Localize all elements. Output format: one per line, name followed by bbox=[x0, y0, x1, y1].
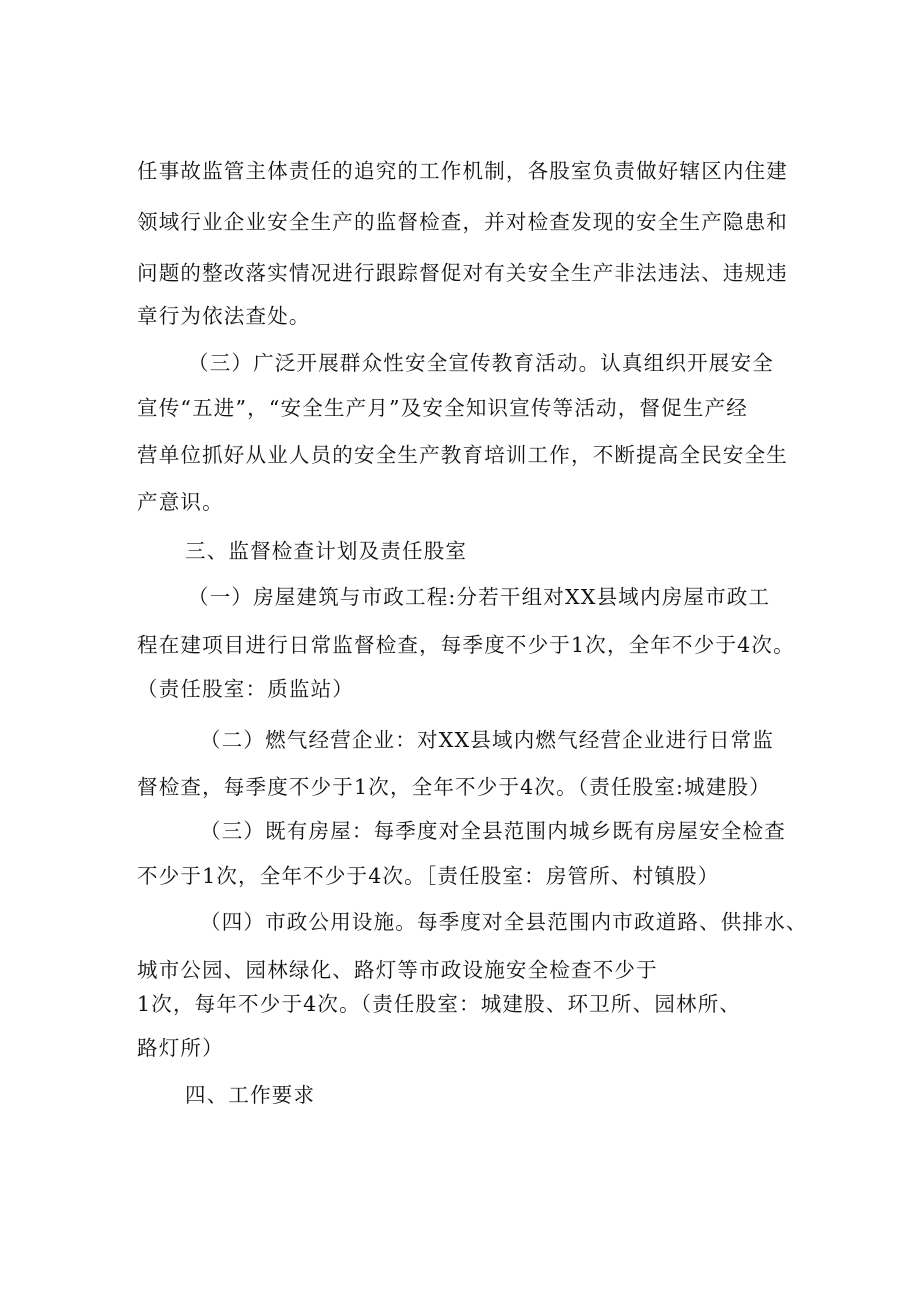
paragraph-line: （三）广泛开展群众性安全宣传教育活动。认真组织开展安全 bbox=[188, 351, 774, 375]
paragraph-line: （四）市政公用设施。每季度对全县范围内市政道路、供排水、 bbox=[200, 910, 808, 934]
section-heading: 三、监督检查计划及责任股室 bbox=[185, 539, 468, 563]
paragraph-line: 督检查，每季度不少于1次，全年不少于4次。（责任股室:城建股） bbox=[137, 775, 771, 799]
paragraph-line: 宣传“五进”，“安全生产月”及安全知识宣传等活动，督促生产经 bbox=[137, 396, 748, 420]
paragraph-line: 城市公园、园林绿化、路灯等市政设施安全检查不少于 bbox=[137, 958, 658, 982]
paragraph-line: 任事故监管主体责任的追究的工作机制，各股室负责做好辖区内住建 bbox=[137, 159, 788, 183]
paragraph-line: （二）燃气经营企业：对XX县域内燃气经营企业进行日常监 bbox=[200, 728, 775, 752]
paragraph-line: （一）房屋建筑与市政工程:分若干组对XX县域内房屋市政工 bbox=[188, 585, 771, 609]
paragraph-line: 产意识。 bbox=[137, 490, 224, 514]
section-heading: 四、工作要求 bbox=[185, 1083, 316, 1107]
paragraph-line: 领域行业企业安全生产的监督检查，并对检查发现的安全生产隐患和 bbox=[137, 210, 788, 234]
paragraph-line: 1次，每年不少于4次。（责任股室：城建股、环卫所、园林所、 bbox=[137, 992, 742, 1016]
paragraph-line: 问题的整改落实情况进行跟踪督促对有关安全生产非法违法、违规违 bbox=[137, 261, 788, 285]
paragraph-line: （责任股室：质监站） bbox=[137, 677, 354, 701]
paragraph-line: 不少于1次，全年不少于4次。［责任股室：房管所、村镇股） bbox=[137, 864, 720, 888]
paragraph-line: 程在建项目进行日常监督检查，每季度不少于1次，全年不少于4次。 bbox=[137, 633, 795, 657]
paragraph-line: （三）既有房屋：每季度对全县范围内城乡既有房屋安全检查 bbox=[200, 819, 786, 843]
paragraph-line: 路灯所） bbox=[137, 1036, 224, 1060]
paragraph-line: 营单位抓好从业人员的安全生产教育培训工作，不断提高全民安全生 bbox=[137, 443, 788, 467]
paragraph-line: 章行为依法查处。 bbox=[137, 304, 311, 328]
